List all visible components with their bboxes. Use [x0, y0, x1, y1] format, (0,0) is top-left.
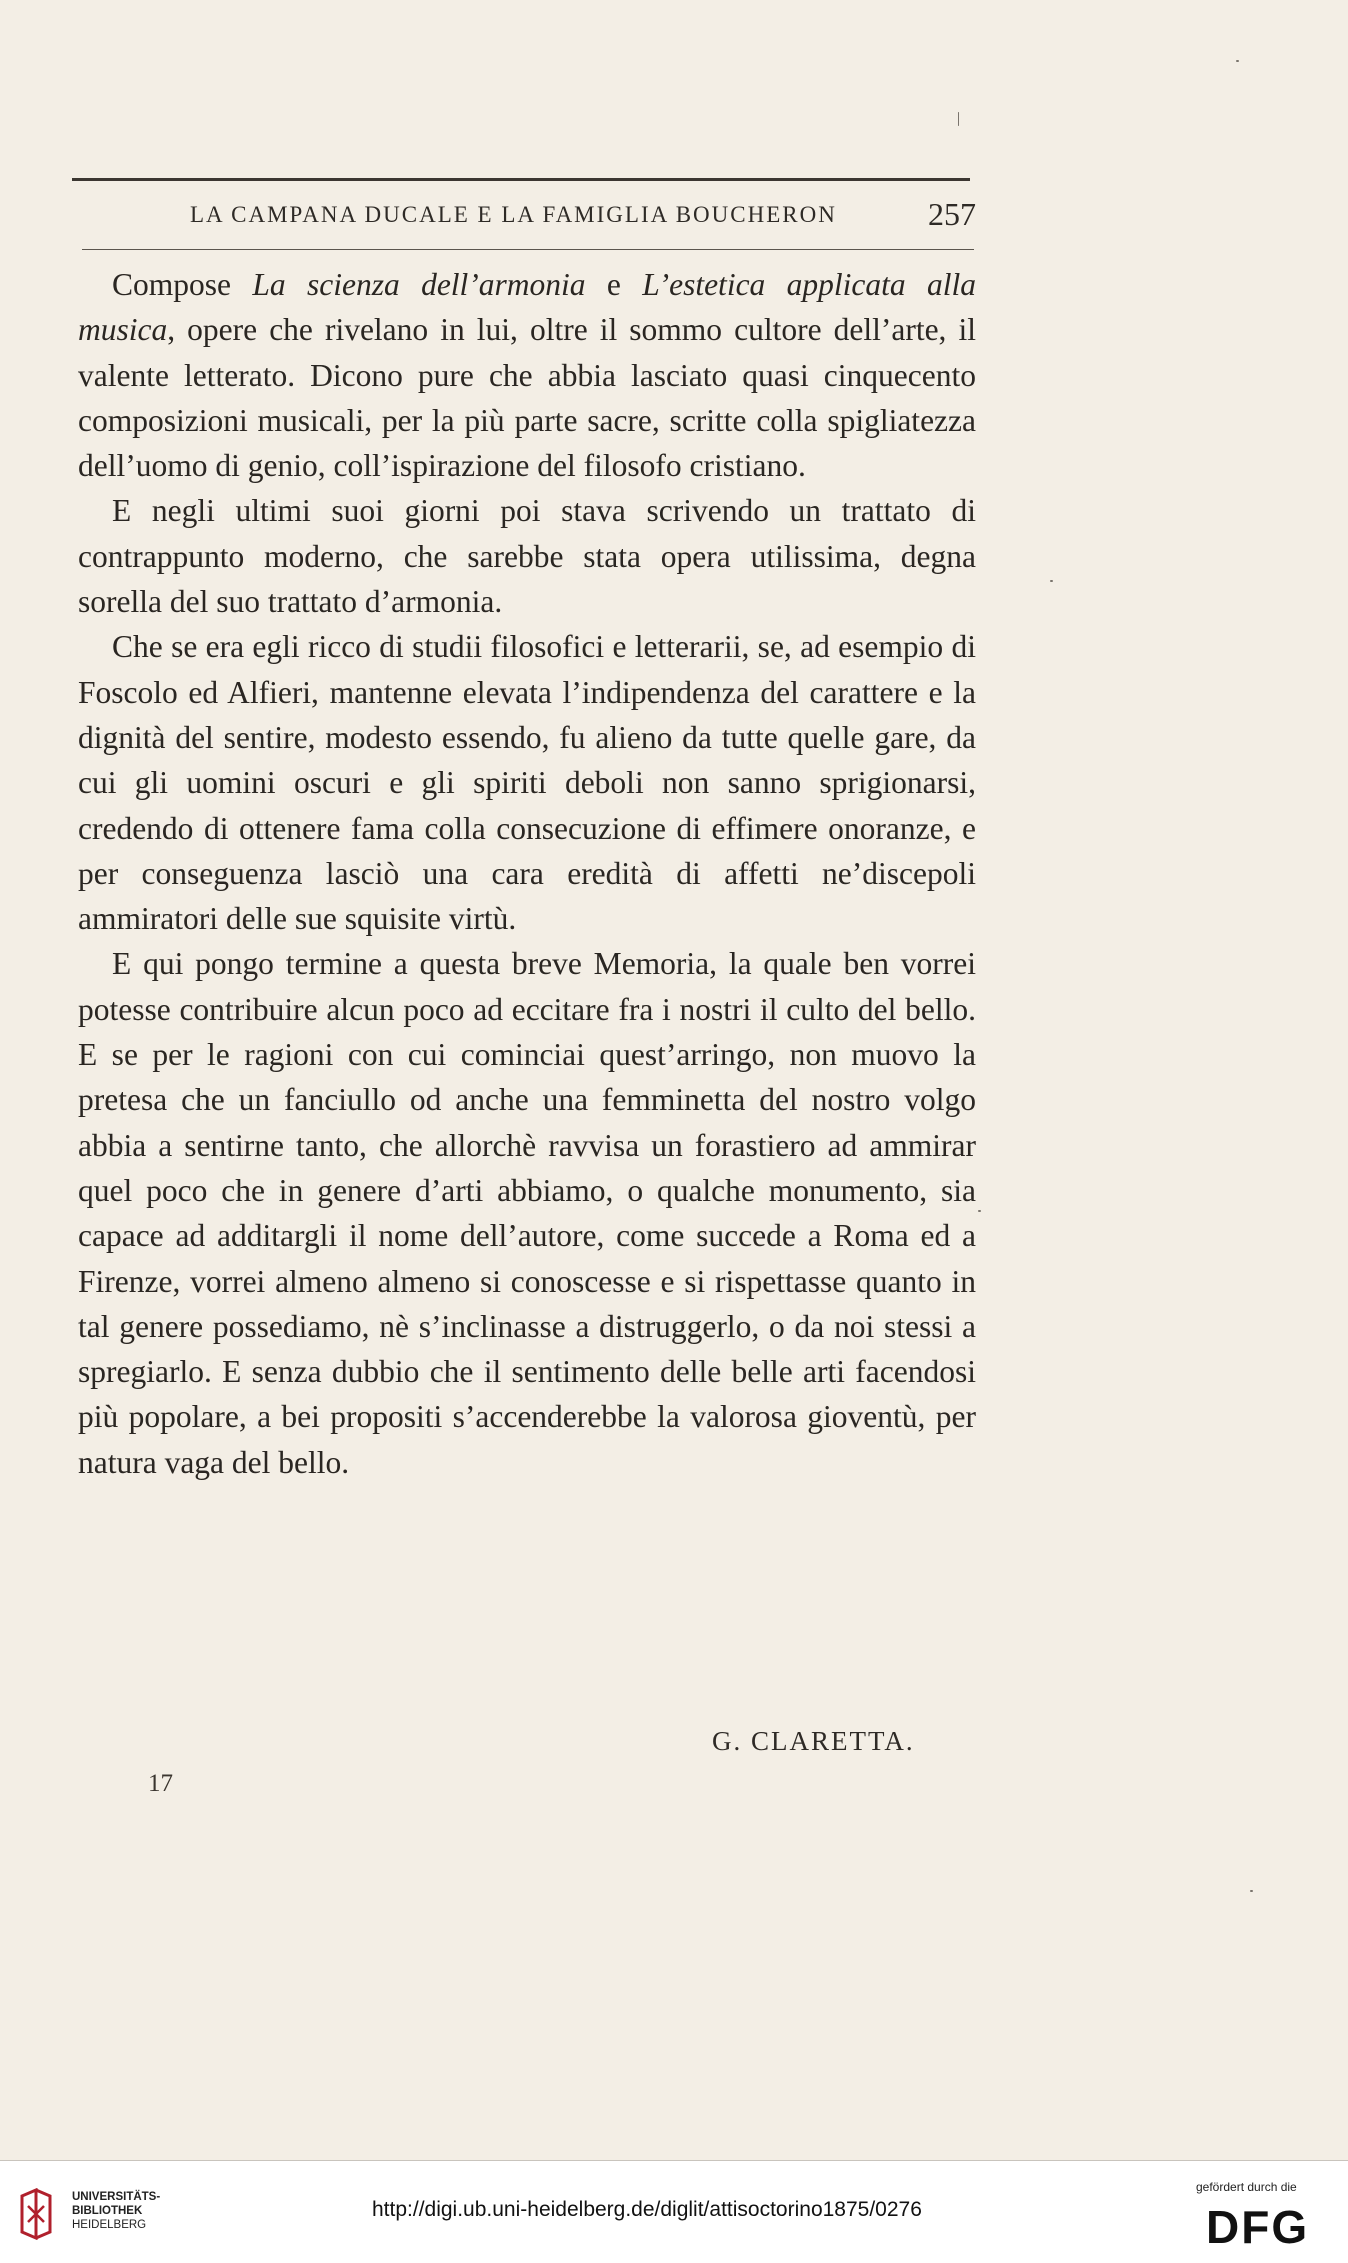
header-rule-top — [72, 178, 970, 181]
author-signature: G. CLARETTA. — [712, 1726, 915, 1756]
paragraph-4: E qui pongo termine a questa breve Memoria, la quale ben vorrei potesse contribuire alcun poco ad eccitare fra i nostri il culto del bello. E se per le ragioni con cui cominciai quest’arringo, non muovo la pretesa che un fanciullo od anche una femminetta del nostro volgo abbia a sentirne tanto, che allorchè ravvisa un forastiero ad ammirar quel poco che in genere d’arti abbiamo, o qualche monumento, sia capace ad additargli il nome dell’autore, come succede a Roma ed a Firenze, vorrei almeno almeno si conoscesse e si rispettasse quanto in tal genere possediamo, nè s’inclinasse a distruggerlo, o da noi stessi a spregiarlo. E senza dubbio che il sentimento delle belle arti facendosi più popolare, a bei propositi s’accenderebbe la valorosa gioventù, per natura vaga del bello. — [78, 946, 976, 1480]
signature-mark: 17 — [148, 1770, 173, 1797]
paragraph-3: Che se era egli ricco di studii filosofici e letterarii, se, ad esempio di Foscolo ed Alfieri, mantenne elevata l’indipendenza del carattere e la dignità del sentire, modesto essendo, fu alieno da tutte quelle gare, da cui gli uomini oscuri e gli spiriti deboli non sanno sprigionarsi, credendo di ottenere fama colla consecuzione di effimere onoranze, e per conseguenza lasciò una cara eredità di affetti ne’discepoli ammiratori delle sue squisite virtù. — [78, 629, 976, 937]
header-rule-bottom — [82, 249, 974, 250]
paragraph-1 — [78, 262, 976, 488]
scan-speck — [1250, 1890, 1253, 1892]
source-url-link[interactable]: http://digi.ub.uni-heidelberg.de/diglit/attisoctorino1875/0276 — [372, 2198, 922, 2221]
paragraph-1-conj: e — [585, 267, 643, 302]
page-number: 257 — [928, 196, 976, 232]
university-name — [72, 2190, 160, 2232]
university-line-1: UNIVERSITÄTS- — [72, 2191, 161, 2203]
university-line-2: BIBLIOTHEK — [72, 2205, 143, 2217]
body-text — [78, 262, 976, 1485]
scan-speck — [978, 1210, 981, 1212]
paragraph-1-lead: Compose — [112, 267, 253, 302]
funded-by-label: gefördert durch die — [1196, 2180, 1297, 2194]
paragraph-1-rest: , opere che rivelano in lui, oltre il sommo cultore dell’arte, il valente letterato. Dicono pure che abbia lasciato quasi cinquecento composizioni musicali, per la più parte sacre, scritte colla spigliatezza dell’uomo di genio, coll’ispirazione del filosofo cristiano. — [78, 312, 976, 484]
running-head: LA CAMPANA DUCALE E LA FAMIGLIA BOUCHERON — [190, 202, 837, 227]
university-logo-icon — [14, 2188, 58, 2240]
scan-speck — [1236, 60, 1239, 62]
dfg-logo: DFG — [1206, 2201, 1310, 2253]
scan-speck — [958, 112, 959, 126]
university-line-3: HEIDELBERG — [72, 2219, 147, 2231]
paragraph-2: E negli ultimi suoi giorni poi stava scrivendo un trattato di contrappunto moderno, che sarebbe stata opera utilissima, degna sorella del suo trattato d’armonia. — [78, 493, 976, 620]
scan-speck — [1050, 580, 1053, 582]
title-la-scienza: La scienza dell’armonia — [252, 267, 586, 302]
title-estetica: L’estetica applicata alla musica — [78, 267, 976, 348]
